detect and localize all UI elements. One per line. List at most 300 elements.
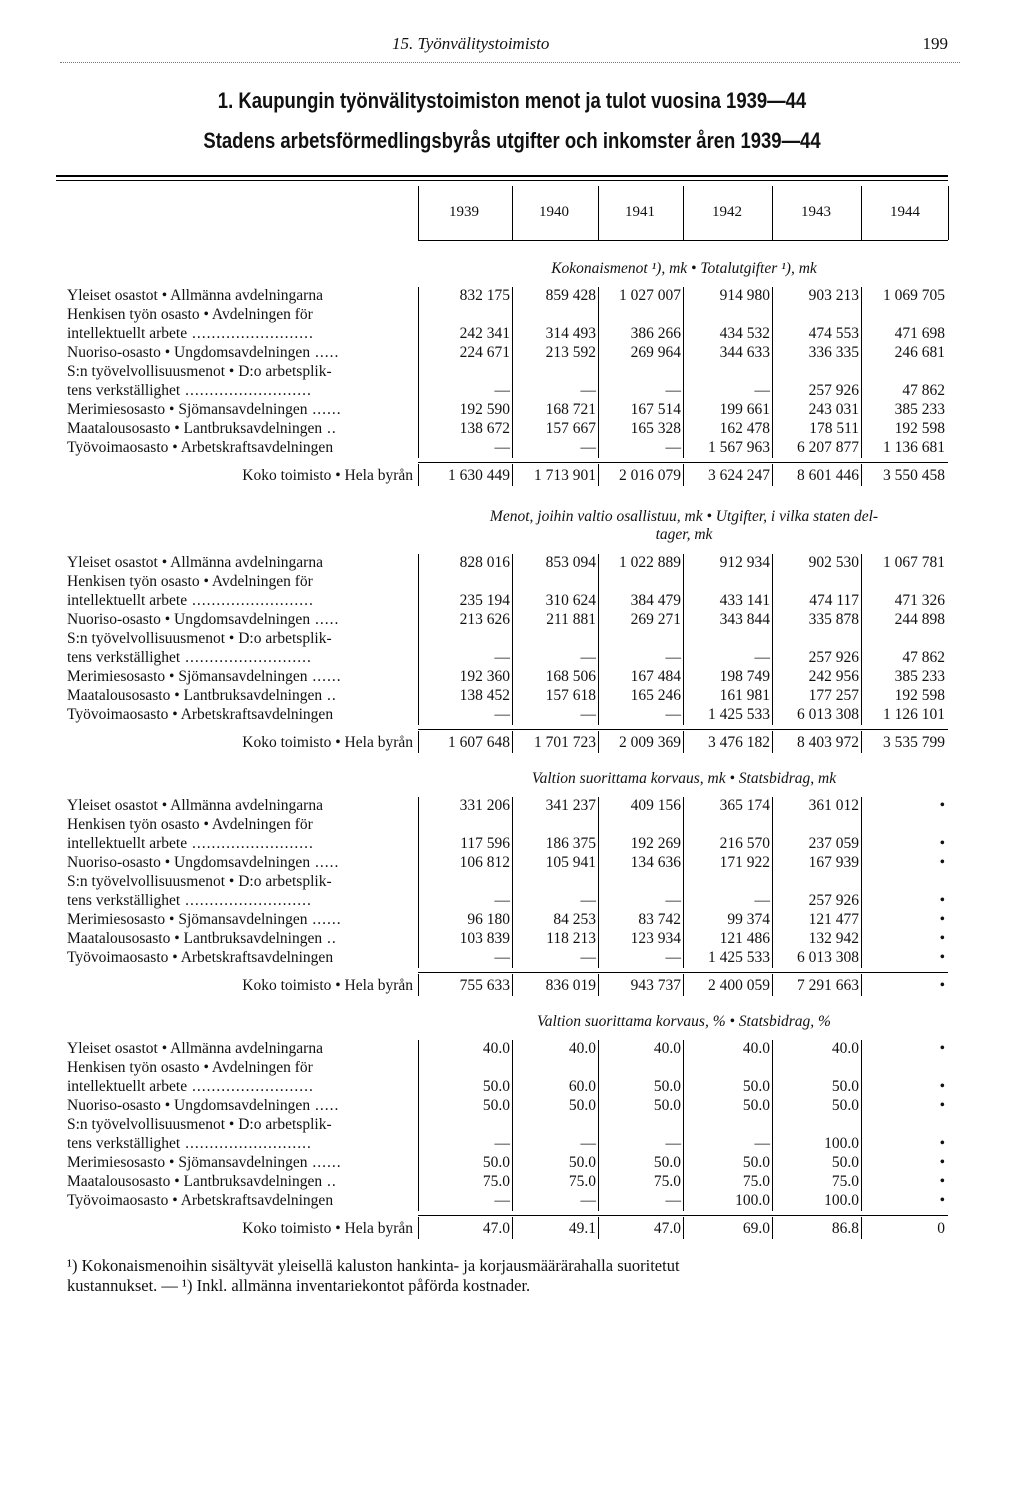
cell-value: 168 721: [545, 401, 596, 418]
total-divider: [418, 974, 419, 996]
row-label: tens verkställighet ..........................: [67, 892, 312, 909]
total-separator: [418, 1215, 948, 1216]
total-value: 755 633: [459, 977, 510, 994]
total-value: 7 291 663: [797, 977, 859, 994]
year-header-rule: [418, 240, 948, 241]
cell-value: —: [580, 649, 596, 666]
cell-value: •: [939, 930, 945, 947]
total-divider: [772, 1217, 773, 1239]
row-label: Yleiset osastot • Allmänna avdelningarna: [67, 1040, 323, 1057]
row-label: Henkisen työn osasto • Avdelningen för: [67, 306, 313, 323]
header-rule: [60, 62, 960, 63]
cell-value: 471 698: [894, 325, 945, 342]
cell-value: •: [939, 1040, 945, 1057]
cell-value: 121 486: [719, 930, 770, 947]
column-divider: [772, 797, 773, 968]
cell-value: 40.0: [831, 1040, 859, 1057]
total-value: •: [939, 977, 945, 994]
cell-value: 99 374: [727, 911, 770, 928]
total-divider: [683, 464, 684, 486]
total-divider: [512, 464, 513, 486]
column-divider: [598, 287, 599, 458]
cell-value: •: [939, 1192, 945, 1209]
cell-value: 237 059: [808, 835, 859, 852]
total-divider: [683, 974, 684, 996]
cell-value: 40.0: [568, 1040, 596, 1057]
cell-value: 235 194: [459, 592, 510, 609]
cell-value: 1 567 963: [708, 439, 770, 456]
cell-value: 216 570: [719, 835, 770, 852]
section-title-0: Kokonaismenot ¹), mk • Totalutgifter ¹), mk: [551, 260, 817, 277]
row-label: Merimiesosasto • Sjömansavdelningen ......: [67, 1154, 342, 1171]
cell-value: 6 013 308: [797, 949, 859, 966]
total-separator: [418, 972, 948, 973]
cell-value: 50.0: [482, 1097, 510, 1114]
total-separator: [418, 462, 948, 463]
row-label: S:n työvelvollisuusmenot • D:o arbetsplik-: [67, 1116, 332, 1133]
cell-value: 84 253: [553, 911, 596, 928]
total-row-label: Koko toimisto • Hela byrån: [242, 977, 413, 994]
cell-value: 314 493: [545, 325, 596, 342]
column-divider: [772, 554, 773, 725]
cell-value: •: [939, 1078, 945, 1095]
total-value: 1 713 901: [534, 467, 596, 484]
cell-value: —: [754, 1135, 770, 1152]
leader-dots: ......: [307, 668, 342, 685]
cell-value: 105 941: [545, 854, 596, 871]
cell-value: —: [494, 1192, 510, 1209]
cell-value: 1 136 681: [883, 439, 945, 456]
cell-value: 409 156: [630, 797, 681, 814]
cell-value: 186 375: [545, 835, 596, 852]
row-label: intellektuellt arbete .........................: [67, 1078, 314, 1095]
cell-value: 117 596: [460, 835, 510, 852]
cell-value: 244 898: [894, 611, 945, 628]
total-row-label: Koko toimisto • Hela byrån: [242, 467, 413, 484]
cell-value: 914 980: [719, 287, 770, 304]
cell-value: •: [939, 1135, 945, 1152]
cell-value: 165 328: [630, 420, 681, 437]
column-divider: [512, 287, 513, 458]
total-divider: [418, 464, 419, 486]
cell-value: 192 590: [459, 401, 510, 418]
footnote-line-1: ¹) Kokonaismenoihin sisältyvät yleisellä kaluston hankinta- ja korjausmäärärahalla suoritetut: [67, 1256, 680, 1275]
leader-dots: ..: [322, 420, 337, 437]
column-divider: [418, 1040, 419, 1211]
total-value: 47.0: [482, 1220, 510, 1237]
cell-value: —: [665, 1192, 681, 1209]
cell-value: 83 742: [638, 911, 681, 928]
cell-value: 1 027 007: [619, 287, 681, 304]
row-label: S:n työvelvollisuusmenot • D:o arbetsplik-: [67, 873, 332, 890]
cell-value: 213 592: [545, 344, 596, 361]
total-value: 69.0: [742, 1220, 770, 1237]
leader-dots: ..........................: [180, 649, 312, 666]
cell-value: 832 175: [459, 287, 510, 304]
row-label: Merimiesosasto • Sjömansavdelningen ......: [67, 668, 342, 685]
section-title-1-line-1: Menot, joihin valtio osallistuu, mk • Utgifter, i vilka staten del-: [489, 508, 879, 525]
leader-dots: ..........................: [180, 892, 312, 909]
footnote-line-2: kustannukset. — ¹) Inkl. allmänna inventariekontot påförda kostnader.: [67, 1276, 531, 1295]
year-header-1942: 1942: [712, 204, 742, 220]
cell-value: 50.0: [482, 1154, 510, 1171]
row-label: Maatalousosasto • Lantbruksavdelningen ..: [67, 687, 337, 704]
cell-value: 134 636: [630, 854, 681, 871]
cell-value: 474 553: [808, 325, 859, 342]
cell-value: 213 626: [459, 611, 510, 628]
cell-value: 257 926: [808, 649, 859, 666]
running-header: [0, 34, 1024, 58]
cell-value: 434 532: [719, 325, 770, 342]
cell-value: 6 207 877: [797, 439, 859, 456]
row-label: Nuoriso-osasto • Ungdomsavdelningen .....: [67, 611, 340, 628]
cell-value: 192 598: [894, 687, 945, 704]
cell-value: 168 506: [545, 668, 596, 685]
cell-value: 384 479: [630, 592, 681, 609]
total-value: 836 019: [545, 977, 596, 994]
total-divider: [772, 974, 773, 996]
section-title-2: Valtion suorittama korvaus, mk • Statsbidrag, mk: [531, 770, 837, 787]
total-divider: [861, 974, 862, 996]
cell-value: —: [494, 439, 510, 456]
cell-value: —: [580, 382, 596, 399]
table-top-rule: [56, 175, 948, 177]
table-right-border: [948, 186, 949, 240]
row-label: intellektuellt arbete .........................: [67, 592, 314, 609]
leader-dots: .....: [310, 344, 340, 361]
column-divider: [772, 287, 773, 458]
column-divider: [512, 1040, 513, 1211]
year-header-1943: 1943: [801, 204, 831, 220]
cell-value: 199 661: [719, 401, 770, 418]
column-divider: [861, 1040, 862, 1211]
row-label: Yleiset osastot • Allmänna avdelningarna: [67, 287, 323, 304]
cell-value: 192 360: [459, 668, 510, 685]
leader-dots: ..: [322, 930, 337, 947]
cell-value: 1 067 781: [883, 554, 945, 571]
column-divider: [683, 554, 684, 725]
total-divider: [512, 1217, 513, 1239]
cell-value: —: [665, 439, 681, 456]
total-divider: [683, 731, 684, 753]
cell-value: 118 213: [546, 930, 596, 947]
cell-value: 50.0: [831, 1154, 859, 1171]
column-divider: [418, 287, 419, 458]
total-row-label: Koko toimisto • Hela byrån: [242, 1220, 413, 1237]
total-value: 3 476 182: [708, 734, 770, 751]
cell-value: 192 269: [630, 835, 681, 852]
cell-value: 138 672: [459, 420, 510, 437]
cell-value: —: [754, 649, 770, 666]
cell-value: 269 271: [630, 611, 681, 628]
cell-value: 344 633: [719, 344, 770, 361]
total-value: 86.8: [831, 1220, 859, 1237]
cell-value: 1 069 705: [883, 287, 945, 304]
total-divider: [683, 1217, 684, 1239]
column-divider: [598, 1040, 599, 1211]
total-row-label: Koko toimisto • Hela byrån: [242, 734, 413, 751]
cell-value: •: [939, 949, 945, 966]
cell-value: 50.0: [568, 1097, 596, 1114]
cell-value: —: [580, 949, 596, 966]
cell-value: 157 618: [545, 687, 596, 704]
leader-dots: .....: [310, 1097, 340, 1114]
row-label: Yleiset osastot • Allmänna avdelningarna: [67, 554, 323, 571]
cell-value: 40.0: [482, 1040, 510, 1057]
cell-value: 385 233: [894, 668, 945, 685]
section-heading: 15. Työnvälitystoimisto: [392, 34, 550, 53]
cell-value: •: [939, 835, 945, 852]
cell-value: —: [665, 1135, 681, 1152]
cell-value: 341 237: [545, 797, 596, 814]
column-divider: [772, 1040, 773, 1211]
leader-dots: ......: [307, 401, 342, 418]
row-label: S:n työvelvollisuusmenot • D:o arbetsplik-: [67, 630, 332, 647]
row-label: Henkisen työn osasto • Avdelningen för: [67, 816, 313, 833]
cell-value: 100.0: [824, 1135, 859, 1152]
cell-value: 242 956: [808, 668, 859, 685]
year-divider-3: [683, 186, 684, 240]
total-divider: [772, 464, 773, 486]
cell-value: 6 013 308: [797, 706, 859, 723]
row-label: Nuoriso-osasto • Ungdomsavdelningen .....: [67, 1097, 340, 1114]
table-title-swedish: Stadens arbetsförmedlingsbyrås utgifter och inkomster åren 1939—44: [203, 128, 821, 153]
cell-value: —: [580, 1192, 596, 1209]
cell-value: 178 511: [809, 420, 859, 437]
total-divider: [418, 731, 419, 753]
total-divider: [418, 1217, 419, 1239]
cell-value: 50.0: [831, 1078, 859, 1095]
total-value: 3 624 247: [708, 467, 770, 484]
cell-value: 1 425 533: [708, 949, 770, 966]
row-label: tens verkställighet ..........................: [67, 1135, 312, 1152]
year-header-1941: 1941: [625, 204, 655, 220]
cell-value: 1 022 889: [619, 554, 681, 571]
year-divider-5: [861, 186, 862, 240]
cell-value: 47 862: [902, 649, 945, 666]
cell-value: 1 126 101: [883, 706, 945, 723]
column-divider: [598, 797, 599, 968]
column-divider: [598, 554, 599, 725]
row-label: intellektuellt arbete .........................: [67, 325, 314, 342]
cell-value: 336 335: [808, 344, 859, 361]
cell-value: 50.0: [482, 1078, 510, 1095]
total-value: 2 016 079: [619, 467, 681, 484]
cell-value: —: [580, 892, 596, 909]
leader-dots: .....: [310, 611, 340, 628]
leader-dots: .........................: [187, 1078, 314, 1095]
table-top-rule-inner: [56, 180, 948, 181]
cell-value: •: [939, 1097, 945, 1114]
row-label: intellektuellt arbete .........................: [67, 835, 314, 852]
year-divider-2: [598, 186, 599, 240]
cell-value: 269 964: [630, 344, 681, 361]
row-label: Merimiesosasto • Sjömansavdelningen ......: [67, 401, 342, 418]
cell-value: 100.0: [735, 1192, 770, 1209]
leader-dots: ..........................: [180, 382, 312, 399]
cell-value: 132 942: [808, 930, 859, 947]
cell-value: 386 266: [630, 325, 681, 342]
total-value: 1 607 648: [448, 734, 510, 751]
row-label: Työvoimaosasto • Arbetskraftsavdelningen: [67, 949, 334, 966]
cell-value: 75.0: [482, 1173, 510, 1190]
cell-value: 257 926: [808, 382, 859, 399]
cell-value: 50.0: [653, 1097, 681, 1114]
year-divider-0: [418, 186, 419, 240]
column-divider: [418, 554, 419, 725]
total-value: 2 009 369: [619, 734, 681, 751]
cell-value: •: [939, 797, 945, 814]
cell-value: 50.0: [742, 1154, 770, 1171]
column-divider: [861, 797, 862, 968]
section-title-1-line-2: tager, mk: [655, 526, 713, 543]
cell-value: 242 341: [459, 325, 510, 342]
cell-value: —: [580, 706, 596, 723]
cell-value: 902 530: [808, 554, 859, 571]
leader-dots: ..........................: [180, 1135, 312, 1152]
cell-value: 121 477: [808, 911, 859, 928]
row-label: Maatalousosasto • Lantbruksavdelningen ..: [67, 1173, 337, 1190]
cell-value: 343 844: [719, 611, 770, 628]
row-label: Nuoriso-osasto • Ungdomsavdelningen .....: [67, 854, 340, 871]
row-label: Henkisen työn osasto • Avdelningen för: [67, 1059, 313, 1076]
leader-dots: ..: [322, 687, 337, 704]
total-value: 2 400 059: [708, 977, 770, 994]
cell-value: —: [754, 382, 770, 399]
cell-value: —: [580, 439, 596, 456]
cell-value: 828 016: [459, 554, 510, 571]
total-value: 47.0: [653, 1220, 681, 1237]
leader-dots: .........................: [187, 592, 314, 609]
total-divider: [512, 974, 513, 996]
cell-value: •: [939, 1173, 945, 1190]
cell-value: 138 452: [459, 687, 510, 704]
cell-value: 161 981: [719, 687, 770, 704]
year-header-1944: 1944: [890, 204, 920, 220]
cell-value: 192 598: [894, 420, 945, 437]
row-label: Maatalousosasto • Lantbruksavdelningen ..: [67, 930, 337, 947]
cell-value: 103 839: [459, 930, 510, 947]
cell-value: 335 878: [808, 611, 859, 628]
cell-value: 365 174: [719, 797, 770, 814]
cell-value: 859 428: [545, 287, 596, 304]
cell-value: 198 749: [719, 668, 770, 685]
cell-value: 211 881: [546, 611, 596, 628]
cell-value: 331 206: [459, 797, 510, 814]
cell-value: 167 514: [630, 401, 681, 418]
row-label: tens verkställighet ..........................: [67, 649, 312, 666]
total-divider: [861, 464, 862, 486]
year-header-1939: 1939: [449, 204, 479, 220]
cell-value: 167 939: [808, 854, 859, 871]
cell-value: —: [665, 949, 681, 966]
total-divider: [512, 731, 513, 753]
total-divider: [598, 974, 599, 996]
cell-value: —: [754, 892, 770, 909]
cell-value: 177 257: [808, 687, 859, 704]
cell-value: 246 681: [894, 344, 945, 361]
row-label: Työvoimaosasto • Arbetskraftsavdelningen: [67, 706, 334, 723]
cell-value: 47 862: [902, 382, 945, 399]
cell-value: 471 326: [894, 592, 945, 609]
row-label: Yleiset osastot • Allmänna avdelningarna: [67, 797, 323, 814]
cell-value: 1 425 533: [708, 706, 770, 723]
cell-value: 106 812: [459, 854, 510, 871]
cell-value: 433 141: [719, 592, 770, 609]
leader-dots: ......: [307, 911, 342, 928]
total-value: 1 630 449: [448, 467, 510, 484]
total-value: 1 701 723: [534, 734, 596, 751]
cell-value: 385 233: [894, 401, 945, 418]
row-label: Työvoimaosasto • Arbetskraftsavdelningen: [67, 439, 334, 456]
total-divider: [772, 731, 773, 753]
cell-value: —: [494, 1135, 510, 1152]
cell-value: —: [494, 649, 510, 666]
cell-value: —: [494, 892, 510, 909]
cell-value: 243 031: [808, 401, 859, 418]
column-divider: [683, 1040, 684, 1211]
total-divider: [861, 731, 862, 753]
leader-dots: ......: [307, 1154, 342, 1171]
cell-value: 361 012: [808, 797, 859, 814]
cell-value: 123 934: [630, 930, 681, 947]
cell-value: 853 094: [545, 554, 596, 571]
cell-value: —: [665, 649, 681, 666]
cell-value: 50.0: [742, 1078, 770, 1095]
cell-value: 75.0: [742, 1173, 770, 1190]
page-number: 199: [922, 34, 948, 53]
cell-value: —: [665, 706, 681, 723]
total-value: 3 535 799: [883, 734, 945, 751]
cell-value: 257 926: [808, 892, 859, 909]
total-divider: [861, 1217, 862, 1239]
cell-value: •: [939, 892, 945, 909]
row-label: Nuoriso-osasto • Ungdomsavdelningen .....: [67, 344, 340, 361]
cell-value: 474 117: [809, 592, 859, 609]
cell-value: 40.0: [742, 1040, 770, 1057]
total-separator: [418, 729, 948, 730]
cell-value: 100.0: [824, 1192, 859, 1209]
leader-dots: ..: [322, 1173, 337, 1190]
cell-value: —: [580, 1135, 596, 1152]
cell-value: —: [665, 382, 681, 399]
total-divider: [598, 1217, 599, 1239]
cell-value: —: [494, 949, 510, 966]
section-title-3: Valtion suorittama korvaus, % • Statsbidrag, %: [537, 1013, 831, 1030]
column-divider: [861, 554, 862, 725]
row-label: Työvoimaosasto • Arbetskraftsavdelningen: [67, 1192, 334, 1209]
cell-value: 75.0: [653, 1173, 681, 1190]
column-divider: [512, 797, 513, 968]
column-divider: [861, 287, 862, 458]
cell-value: 912 934: [719, 554, 770, 571]
total-value: 3 550 458: [883, 467, 945, 484]
cell-value: 40.0: [653, 1040, 681, 1057]
cell-value: 50.0: [653, 1154, 681, 1171]
column-divider: [512, 554, 513, 725]
cell-value: 75.0: [831, 1173, 859, 1190]
leader-dots: .........................: [187, 325, 314, 342]
total-divider: [598, 731, 599, 753]
total-divider: [598, 464, 599, 486]
total-value: 8 601 446: [797, 467, 859, 484]
cell-value: —: [665, 892, 681, 909]
total-value: 943 737: [630, 977, 681, 994]
column-divider: [683, 797, 684, 968]
cell-value: —: [494, 706, 510, 723]
cell-value: 171 922: [719, 854, 770, 871]
cell-value: •: [939, 911, 945, 928]
